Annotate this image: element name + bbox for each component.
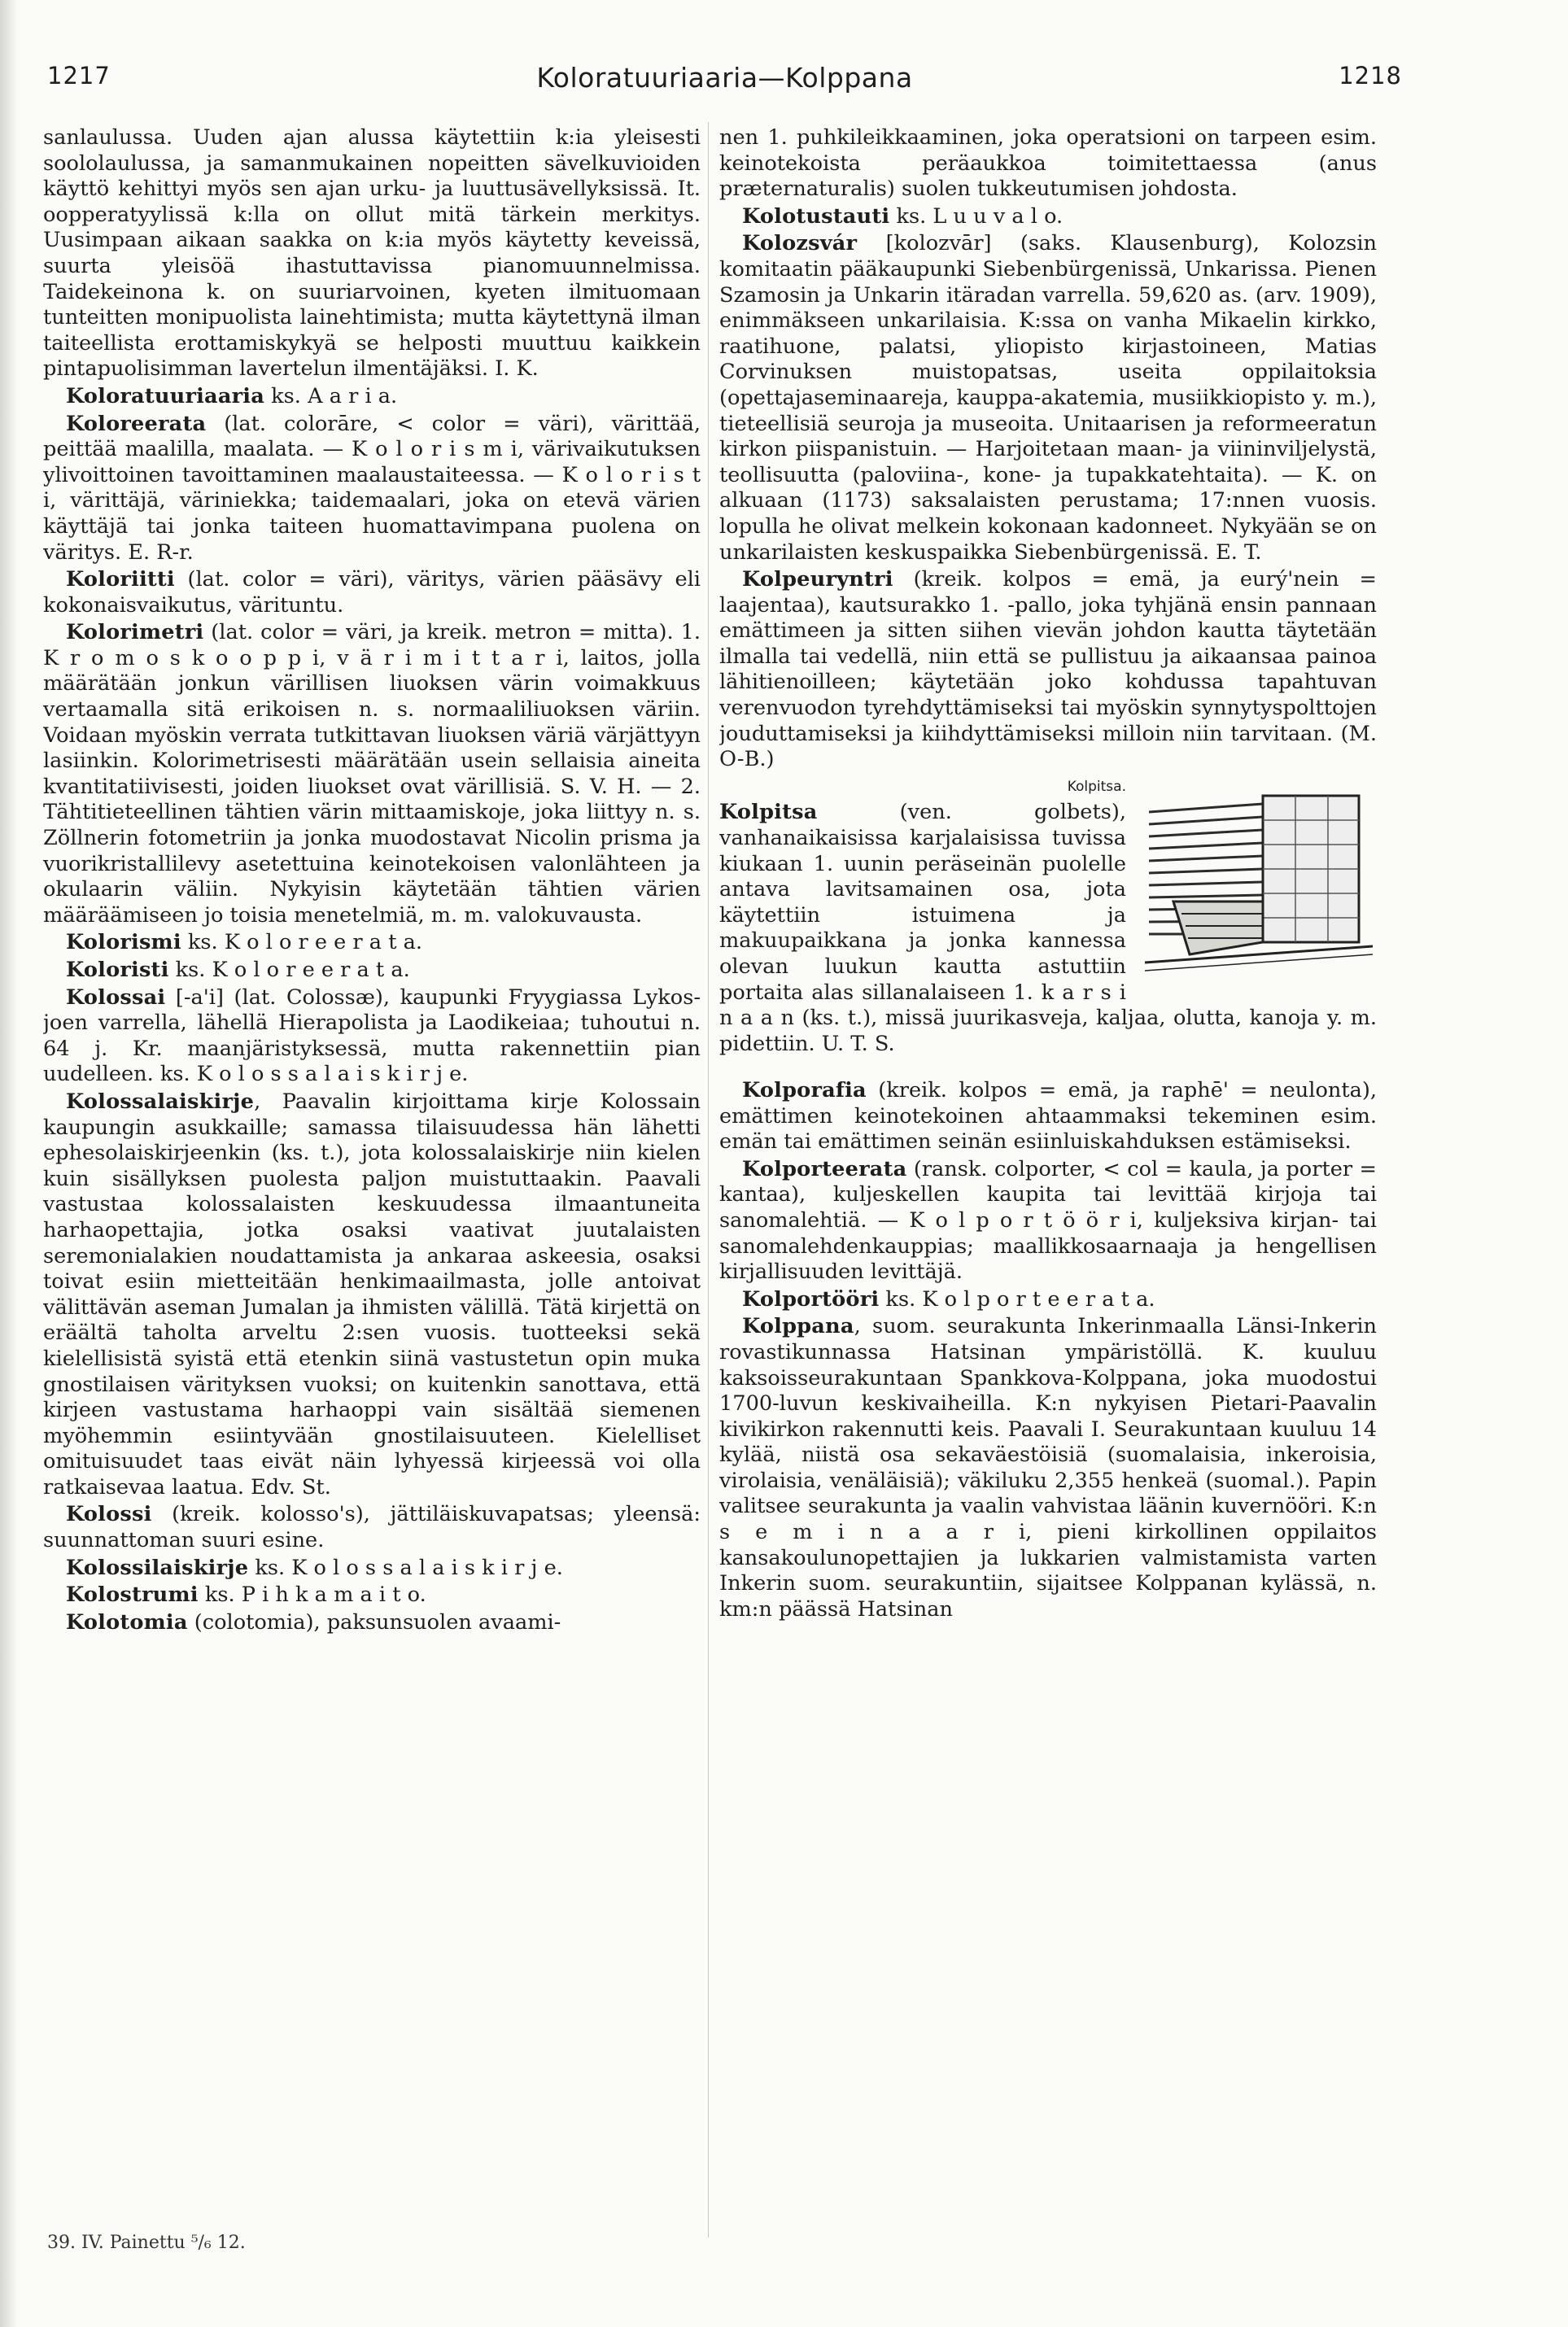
entry-text: (kreik. kolpos = emä, ja raphē' = neulonta), emättimen keinotekoinen ahtaammaksi tekeminen esim. emän tai emättimen seinän esiinluiskahduksen estämiseksi.	[719, 1077, 1377, 1155]
headword: Kolotustauti	[742, 203, 890, 229]
dictionary-entry	[719, 1314, 1377, 1622]
entry-text: (ven. golbets), vanhanaikaisissa karjalaisissa tuvissa kiukaan 1. uunin peräseinän puolelle antava lavitsamainen osa, jota käytettiin istuimena ja makuupaikkana ja jonka kannessa olevan luukun kautta astuttiin portaita alas sillanalaiseen 1. k a r s i n a a n (ks. t.), missä juurikasveja, kaljaa, olutta, kanoja y. m. pidettiin. U. T. S.	[719, 800, 1377, 1056]
page-header	[47, 62, 1402, 107]
headword: Kolpitsa	[719, 800, 818, 825]
headword: Kolorismi	[66, 930, 181, 955]
dictionary-entry	[43, 1556, 701, 1582]
page-number-right: 1218	[1339, 62, 1402, 90]
left-column	[43, 125, 701, 2223]
headword: Koloriitti	[66, 567, 175, 592]
dictionary-entry	[43, 412, 701, 566]
figure-caption: Kolpitsa.	[1067, 778, 1126, 795]
headword: Kolotomia	[66, 1609, 188, 1635]
entry-text: [-a'i] (lat. Colossæ), kaupunki Fryygiassa Lykos-joen varrella, lähellä Hierapolista ja Laodikeiaa; tuhoutui n. 64 j. Kr. maanjäristyksessä, mutta rakennettiin pian uudelleen. ks. K o l o s s a l a i s k i r j e.	[43, 984, 701, 1087]
headword: Kolppana	[742, 1314, 854, 1339]
headword: Kolportööri	[742, 1286, 880, 1312]
headword: Kolorimetri	[66, 620, 204, 645]
entry-text: ks. K o l o r e e r a t a.	[181, 930, 423, 955]
page-binding-edge	[0, 0, 18, 2327]
right-column-upper	[719, 125, 1377, 773]
dictionary-entry	[719, 567, 1377, 773]
headword: Kolporteerata	[742, 1156, 907, 1181]
entry-text: ks. A a r i a.	[264, 383, 398, 408]
dictionary-entry	[719, 204, 1377, 230]
kolpitsa-figure	[1141, 779, 1377, 979]
entry-text: (lat. color = väri), väritys, värien pääsävy eli kokonaisvaikutus, värituntu.	[43, 567, 701, 618]
headword: Koloristi	[66, 958, 169, 982]
headword: Koloreerata	[66, 411, 207, 436]
dictionary-entry	[43, 1610, 701, 1636]
page-number-left: 1217	[47, 62, 111, 90]
dictionary-entry	[719, 1157, 1377, 1286]
entry-text: ks. K o l p o r t e e r a t a.	[879, 1286, 1155, 1312]
dictionary-entry	[43, 1089, 701, 1501]
entry-text: ks. K o l o r e e r a t a.	[168, 958, 410, 982]
dictionary-entry	[719, 1287, 1377, 1313]
entry-text: (colotomia), paksunsuolen avaami-	[187, 1609, 561, 1635]
entry-text: (ransk. colporter, < col = kaula, ja porter = kantaa), kuljeskellen kaupita tai levittää kirjoja tai sanomalehtiä. — K o l p o r t ö ö r i, kuljeksiva kirjan- tai sanomalehdenkauppias; maallikkosaarnaaja ja hengellisen kirjallisuuden levittäjä.	[719, 1156, 1377, 1285]
entry-text: sanlaulussa. Uuden ajan alussa käytettiin k:ia yleisesti soololaulussa, ja samanmukainen nopeitten sävelkuvioiden käyttö kehittyi myös sen ajan urku- ja luuttusävellyksissä. It. oopperatyylissä k:lla on ollut mitä tärkein merkitys. Uusimpaan aikaan saakka on k:ia myös käytetty keveissä, suurta yleisöä ihastuttavissa pianomuunnelmissa. Taidekeinona k. on suuriarvoinen, kyeten ilmituomaan tunteitten monipuolista lainehtimista; mutta käytettynä ilman taiteellista erottamiskykyä se helposti muuttuu kaikkein pintapuolisimman lavertelun ilmentäjäksi. I. K.	[43, 125, 701, 382]
headword: Kolostrumi	[66, 1583, 199, 1608]
entry-text: (lat. colorāre, < color = väri), värittää, peittää maalilla, maalata. — K o l o r i s m i, värivaikutuksen ylivoittoinen tavoittaminen maalaustaiteessa. — K o l o r i s t i, värittäjä, väriniekka; taidemaalari, joka on etevä värien käyttäjä tai jonka taiteen huomattavimpana puolena on väritys. E. R-r.	[43, 411, 701, 565]
column-divider	[708, 122, 709, 2238]
dictionary-entry	[43, 958, 701, 984]
entry-text: ks. P i h k a m a i t o.	[198, 1583, 426, 1608]
dictionary-entry	[43, 1502, 701, 1553]
headword: Kolossalaiskirje	[66, 1089, 255, 1114]
running-title: Koloratuuriaaria—Kolppana	[536, 62, 913, 94]
entry-text: [kolozvār] (saks. Klausenburg), Kolozsin komitaatin pääkaupunki Siebenbürgenissä, Unkarissa. Pienen Szamosin ja Unkarin itäradan varrella. 59,620 as. (arv. 1909), enimmäkseen unkarilaisia. K:ssa on vanha Mikaelin kirkko, raatihuone, palatsi, yliopisto kirjastoineen, Matias Corvinuksen muistopatsas, useita oppilaitoksia (opettajaseminaareja, kauppa-akatemia, musiikkiopisto y. m.), tieteellisiä seuroja ja museoita. Unitaarisen ja reformeeratun kirkon piispanistuin. — Harjoitetaan maan- ja viininviljelystä, teollisuutta (paloviina-, kone- ja tupakkatehtaita). — K. on alkuaan (1173) saksalaisten perustama; 17:nnen vuosis. lopulla he olivat melkein kokonaan kadonneet. Nykyään se on unkarilaisten keskuspaikka Siebenbürgenissä. E. T.	[719, 231, 1377, 565]
entry-text: , suom. seurakunta Inkerinmaalla Länsi-Inkerin rovastikunnassa Hatsinan ympäristöllä. K. kuuluu kaksoisseurakuntaan Spankkova-Kolppana, joka muodostui 1700-luvun keskivaiheilla. K:n nykyisen Pietari-Paavalin kivikirkon rakennutti keis. Paavali I. Seurakuntaan kuuluu 14 kylää, niistä osa sekaväestöisiä (suomalaisia, inkeroisia, virolaisia, venäläisiä); väkiluku 2,355 henkeä (suomal.). Papin valitsee seurakunta ja vaalin vahvistaa läänin kuvernööri. K:n s e m i n a a r i, pieni kirkollinen oppilaitos kansakoulunopettajien ja lukkarien valmistamista varten Inkerin suom. seurakuntiin, sijaitsee Kolppanan kylässä, n. km:n päässä Hatsinan	[719, 1314, 1377, 1622]
headword: Kolossilaiskirje	[66, 1555, 249, 1580]
right-column-lower	[719, 1078, 1377, 1622]
kolpitsa-illustration	[1141, 779, 1377, 979]
headword: Kolpeuryntri	[742, 567, 893, 592]
dictionary-entry	[43, 985, 701, 1088]
dictionary-entry	[719, 1078, 1377, 1155]
dictionary-entry	[719, 231, 1377, 565]
dictionary-entry	[43, 620, 701, 928]
headword: Koloratuuriaaria	[66, 383, 265, 408]
continued-text	[719, 125, 1377, 203]
headword: Kolossai	[66, 984, 166, 1010]
printing-signature: 39. IV. Painettu ⁵/₆ 12.	[47, 2233, 246, 2253]
entry-text: (lat. color = väri, ja kreik. metron = mitta). 1. K r o m o s k o o p p i, v ä r i m i t t a r i, laitos, jolla määrätään jonkun värillisen liuoksen värin voimakkuus vertaamalla sitä erikoisen n. s. normaaliliuoksen väriin. Voidaan myöskin verrata tutkittavan liuoksen väriä värjättyyn lasiinkin. Kolorimetrisesti määrätään usein sellaisia aineita kvantitatiivisesti, joiden liuokset ovat värillisiä. S. V. H. — 2. Tähtitieteellinen tähtien värin mittaamiskoje, joka liittyy n. s. Zöllnerin fotometriin ja jonka muodostavat Nicolin prisma ja vuorikristallilevy asetettuina keinotekoisen valonlähteen ja okulaarin väliin. Nykyisin käytetään tähtien värien määräämiseen jo toisia menetelmiä, m. m. valokuvausta.	[43, 620, 701, 928]
headword: Kolossi	[66, 1502, 152, 1527]
continued-text	[43, 125, 701, 382]
right-column	[719, 125, 1377, 2223]
dictionary-entry	[43, 384, 701, 410]
dictionary-entry	[43, 567, 701, 618]
entry-text: (kreik. kolosso's), jättiläiskuvapatsas; yleensä: suunnattoman suuri esine.	[43, 1502, 701, 1553]
dictionary-entry	[43, 1583, 701, 1609]
dictionary-entry	[43, 930, 701, 956]
entry-text: ks. K o l o s s a l a i s k i r j e.	[248, 1555, 563, 1580]
headword: Kolporafia	[742, 1077, 867, 1102]
entry-text: nen 1. puhkileikkaaminen, joka operatsioni on tarpeen esim. keinotekoista peräaukkoa toimitettaessa (anus præternaturalis) suolen tukkeutumisen johdosta.	[719, 125, 1377, 202]
entry-text: (kreik. kolpos = emä, ja eurý'nein = laajentaa), kautsurakko 1. -pallo, joka tyhjänä ensin pannaan emättimeen ja sitten siihen vievän johdon kautta täytetään ilmalla tai vedellä, niin että se pullistuu ja aikaansaa painoa lähitienoilleen; käytetään joko kohdussa tapahtuvan verenvuodon tyrehdyttämiseksi tai myöskin synnytyspolttojen jouduttamiseksi ja kiihdyttämiseksi milloin niin tarvitaan. (M. O-B.)	[719, 567, 1377, 772]
entry-text: , Paavalin kirjoittama kirje Kolossain kaupungin asukkaille; samassa tilaisuudessa hän lähetti ephesolaiskirjeenkin (ks. t.), jota kolossalaiskirje niin kielen kuin sisällyksen puolesta paljon muistuttaakin. Paavali vastustaa kolossalaisten keskuudessa ilmaantuneita harhaopettajia, jotka osaksi vaativat juutalaisten seremonialakien noudattamista ja ankaraa askeesia, osaksi toivat esiin mietteitään henkimaailmasta, jolle antoivat välittävän aseman Jumalan ja ihmisten välillä. Tätä kirjettä on eräältä taholta arveltu 2:sen vuosis. tuotteeksi sekä kielellisistä syistä että etenkin siinä vastustetun opin muka gnostilaisen värityksen vuoksi; on kuitenkin sanottava, että kirjeen vastustama harhaoppi vain sisältää siemenen myöhemmin esiintyvään gnostilaisuuteen. Kielelliset omituisuudet taas eivät näin lyhyessä kirjeessä voi olla ratkaisevaa laatua. Edv. St.	[43, 1089, 701, 1500]
entry-text: ks. L u u v a l o.	[889, 203, 1064, 229]
headword: Kolozsvár	[742, 231, 858, 256]
